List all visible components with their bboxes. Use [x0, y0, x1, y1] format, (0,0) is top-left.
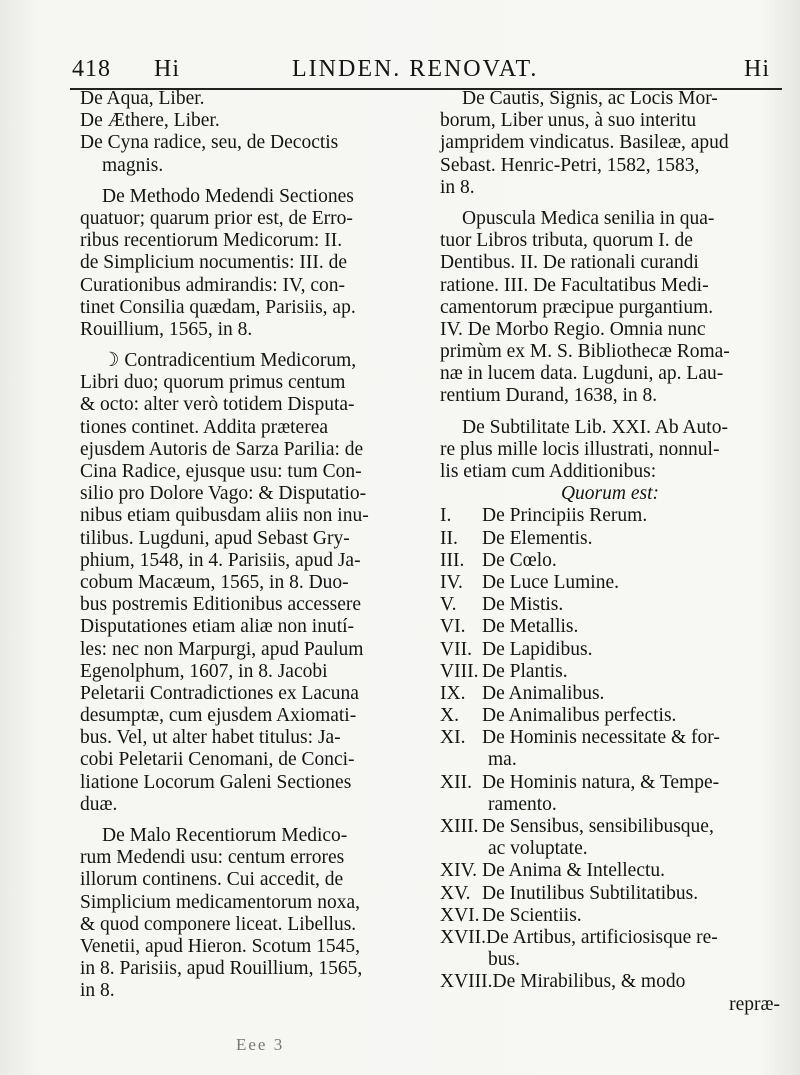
paragraph-gap	[440, 408, 780, 417]
text-line: tiones continet. Addita præterea	[80, 416, 329, 438]
contents-list-item	[440, 905, 780, 927]
contents-list-item	[440, 794, 780, 816]
contents-list-item	[440, 883, 780, 905]
text-line: desumptæ, cum ejusdem Axiomati-	[80, 705, 357, 727]
text-line: Peletarii Contradictiones ex Lacuna	[80, 682, 359, 704]
contents-list-item	[440, 705, 780, 727]
text-line: ratione. III. De Facultatibus Medi-	[440, 274, 709, 296]
contents-list-item	[440, 550, 780, 572]
contents-list-item	[440, 860, 780, 882]
text-line: Disputationes etiam aliæ non inutí-	[80, 616, 355, 638]
contents-list-item	[440, 816, 780, 838]
paragraph-gap	[80, 177, 438, 186]
text-line: De Malo Recentiorum Medico-	[102, 825, 348, 846]
roman-numeral: XI.	[440, 727, 466, 749]
item-title: De Animalibus perfectis.	[482, 705, 677, 727]
contents-list-item	[440, 971, 780, 993]
text-line: in 8.	[440, 176, 475, 198]
roman-numeral: I.	[440, 505, 452, 527]
text-line: De Æthere, Liber.	[80, 110, 220, 132]
text-line: Venetii, apud Hieron. Scotum 1545,	[80, 935, 360, 957]
text-line: ☽ Contradicentium Medicorum,	[102, 350, 357, 372]
roman-numeral: II.	[440, 527, 458, 549]
text-line: de Simplicium nocumentis: III. de	[80, 252, 347, 274]
item-title: De Sensibus, sensibilibusque,	[482, 816, 714, 837]
signature-mark: Eee 3	[236, 1035, 285, 1054]
text-line: Egenolphum, 1607, in 8. Jacobi	[80, 660, 328, 682]
item-title: De Artibus, artificiosisque re-	[486, 926, 718, 948]
header-right-catchword: Hi	[744, 56, 770, 82]
item-title: bus.	[488, 949, 520, 971]
page-number: 418	[72, 56, 111, 82]
text-line: cobum Macæum, 1565, in 8. Duo-	[80, 571, 349, 593]
text-line: næ in lucem data. Lugduni, ap. Lau-	[440, 363, 724, 385]
roman-numeral: IX.	[440, 682, 466, 704]
text-line: borum, Liber unus, à suo interitu	[440, 110, 697, 132]
text-line: tilibus. Lugduni, apud Sebast Gry-	[80, 527, 350, 549]
paragraph-gap	[80, 816, 438, 825]
header-title: LINDEN. RENOVAT.	[292, 56, 539, 82]
item-title: De Scientiis.	[482, 904, 582, 926]
text-line: Sebast. Henric-Petri, 1582, 1583,	[440, 154, 700, 176]
item-title: De Hominis necessitate & for-	[482, 727, 720, 749]
text-line: tinet Consilia quædam, Parisiis, ap.	[80, 296, 356, 318]
roman-numeral: XII.	[440, 771, 472, 793]
text-line: rum Medendi usu: centum errores	[80, 847, 345, 869]
roman-numeral: XIV.	[440, 860, 478, 882]
text-line: cobi Peletarii Cenomani, de Conci-	[80, 749, 355, 771]
text-line: bus postremis Editionibus accessere	[80, 594, 362, 616]
roman-numeral: VII.	[440, 638, 472, 660]
text-line: Curationibus admirandis: IV, con-	[80, 274, 346, 296]
roman-numeral: XVIII.	[440, 971, 493, 993]
contents-list-item	[440, 927, 780, 949]
roman-numeral: VIII.	[440, 660, 479, 682]
item-title: De Plantis.	[482, 660, 568, 682]
text-line: rentium Durand, 1638, in 8.	[440, 385, 658, 407]
item-title: De Principiis Rerum.	[482, 505, 648, 527]
text-line: ribus recentiorum Medicorum: II.	[80, 230, 343, 252]
right-column	[440, 88, 780, 1016]
contents-list-item	[440, 838, 780, 860]
text-line: De Cautis, Signis, ac Locis Mor-	[462, 88, 718, 109]
roman-numeral: III.	[440, 549, 465, 571]
roman-numeral: IV.	[440, 571, 463, 593]
text-line: & quod componere liceat. Libellus.	[80, 913, 357, 935]
contents-list-item	[440, 505, 780, 527]
text-line: les: nec non Marpurgi, apud Paulum	[80, 638, 364, 660]
item-title: De Lapidibus.	[482, 638, 593, 660]
roman-numeral: XVII.	[440, 926, 487, 948]
item-title: ramento.	[488, 793, 557, 815]
text-line: Cina Radice, ejusque usu: tum Con-	[80, 461, 362, 482]
text-line: jampridem vindicatus. Basileæ, apud	[440, 132, 729, 154]
text-line: De Cyna radice, seu, de Decoctis	[80, 132, 339, 154]
contents-list-item	[440, 727, 780, 749]
text-line: phium, 1548, in 4. Parisiis, apud Ja-	[80, 549, 361, 571]
text-line: bus. Vel, ut alter habet titulus: Ja-	[80, 727, 341, 749]
item-title: De Animalibus.	[482, 682, 605, 704]
paragraph-gap	[80, 341, 438, 350]
text-line: quatuor; quarum prior est, de Erro-	[80, 207, 353, 229]
item-title: repræ-	[729, 993, 780, 1015]
item-title: De Metallis.	[482, 616, 579, 638]
text-line: illorum continens. Cui accedit, de	[80, 869, 344, 891]
text-line: camentorum præcipue purgantium.	[440, 296, 714, 318]
contents-list-item	[440, 639, 780, 661]
contents-list-item	[440, 949, 780, 971]
text-line: re plus mille locis illustrati, nonnul-	[440, 438, 720, 460]
text-line: De Methodo Medendi Sectiones	[102, 185, 354, 207]
roman-numeral: XVI.	[440, 904, 480, 926]
item-title: De Luce Lumine.	[482, 571, 619, 593]
text-line: ejusdem Autoris de Sarza Parilia: de	[80, 438, 364, 460]
text-line: Dentibus. II. De rationali curandi	[440, 252, 699, 274]
left-column	[80, 88, 438, 1003]
roman-numeral: VI.	[440, 616, 466, 638]
item-title: De Elementis.	[482, 527, 593, 549]
item-title: ma.	[488, 749, 517, 771]
item-title: ac voluptate.	[488, 838, 588, 860]
text-line: magnis.	[102, 154, 164, 176]
contents-list-item	[440, 772, 780, 794]
text-line: Opuscula Medica senilia in qua-	[462, 207, 715, 229]
text-line: lis etiam cum Additionibus:	[440, 461, 657, 482]
contents-list-item	[440, 683, 780, 705]
item-title: De Cœlo.	[482, 549, 557, 571]
text-line: liatione Locorum Galeni Sectiones	[80, 771, 352, 793]
contents-list-item	[440, 594, 780, 616]
roman-numeral: XIII.	[440, 816, 479, 837]
text-line: nibus etiam quibusdam aliis non inu-	[80, 505, 369, 527]
text-line: in 8.	[80, 980, 115, 1002]
roman-numeral: V.	[440, 594, 457, 616]
contents-list-item	[440, 616, 780, 638]
text-line: in 8. Parisiis, apud Rouillium, 1565,	[80, 958, 363, 980]
item-title: De Inutilibus Subtilitatibus.	[482, 882, 699, 904]
item-title: De Hominis natura, & Tempe-	[482, 771, 720, 793]
contents-list-item	[440, 528, 780, 550]
contents-list-item	[440, 749, 780, 771]
item-title: De Anima & Intellectu.	[482, 860, 666, 882]
text-line: & octo: alter verò totidem Disputa-	[80, 394, 355, 416]
contents-list-item	[440, 572, 780, 594]
text-line: De Subtilitate Lib. XXI. Ab Auto-	[462, 416, 728, 438]
text-line: primùm ex M. S. Bibliothecæ Roma-	[440, 341, 730, 363]
text-line: silio pro Dolore Vago: & Disputatio-	[80, 483, 367, 505]
header-left-catchword: Hi	[154, 56, 180, 82]
text-line: Libri duo; quorum primus centum	[80, 372, 346, 394]
text-line: Simplicium medicamentorum noxa,	[80, 891, 360, 913]
contents-list-item	[440, 661, 780, 683]
text-line: duæ.	[80, 793, 118, 815]
text-line: tuor Libros tributa, quorum I. de	[440, 230, 693, 252]
text-line: Quorum est:	[560, 483, 660, 505]
roman-numeral: XV.	[440, 882, 471, 904]
text-line: Rouillium, 1565, in 8.	[80, 318, 253, 340]
paragraph-gap	[440, 199, 780, 208]
text-line: IV. De Morbo Regio. Omnia nunc	[440, 318, 706, 340]
text-line: De Aqua, Liber.	[80, 88, 205, 109]
contents-list-item	[440, 994, 780, 1016]
running-header	[72, 56, 772, 90]
item-title: De Mirabilibus, & modo	[492, 971, 686, 993]
item-title: De Mistis.	[482, 594, 564, 616]
roman-numeral: X.	[440, 705, 459, 727]
